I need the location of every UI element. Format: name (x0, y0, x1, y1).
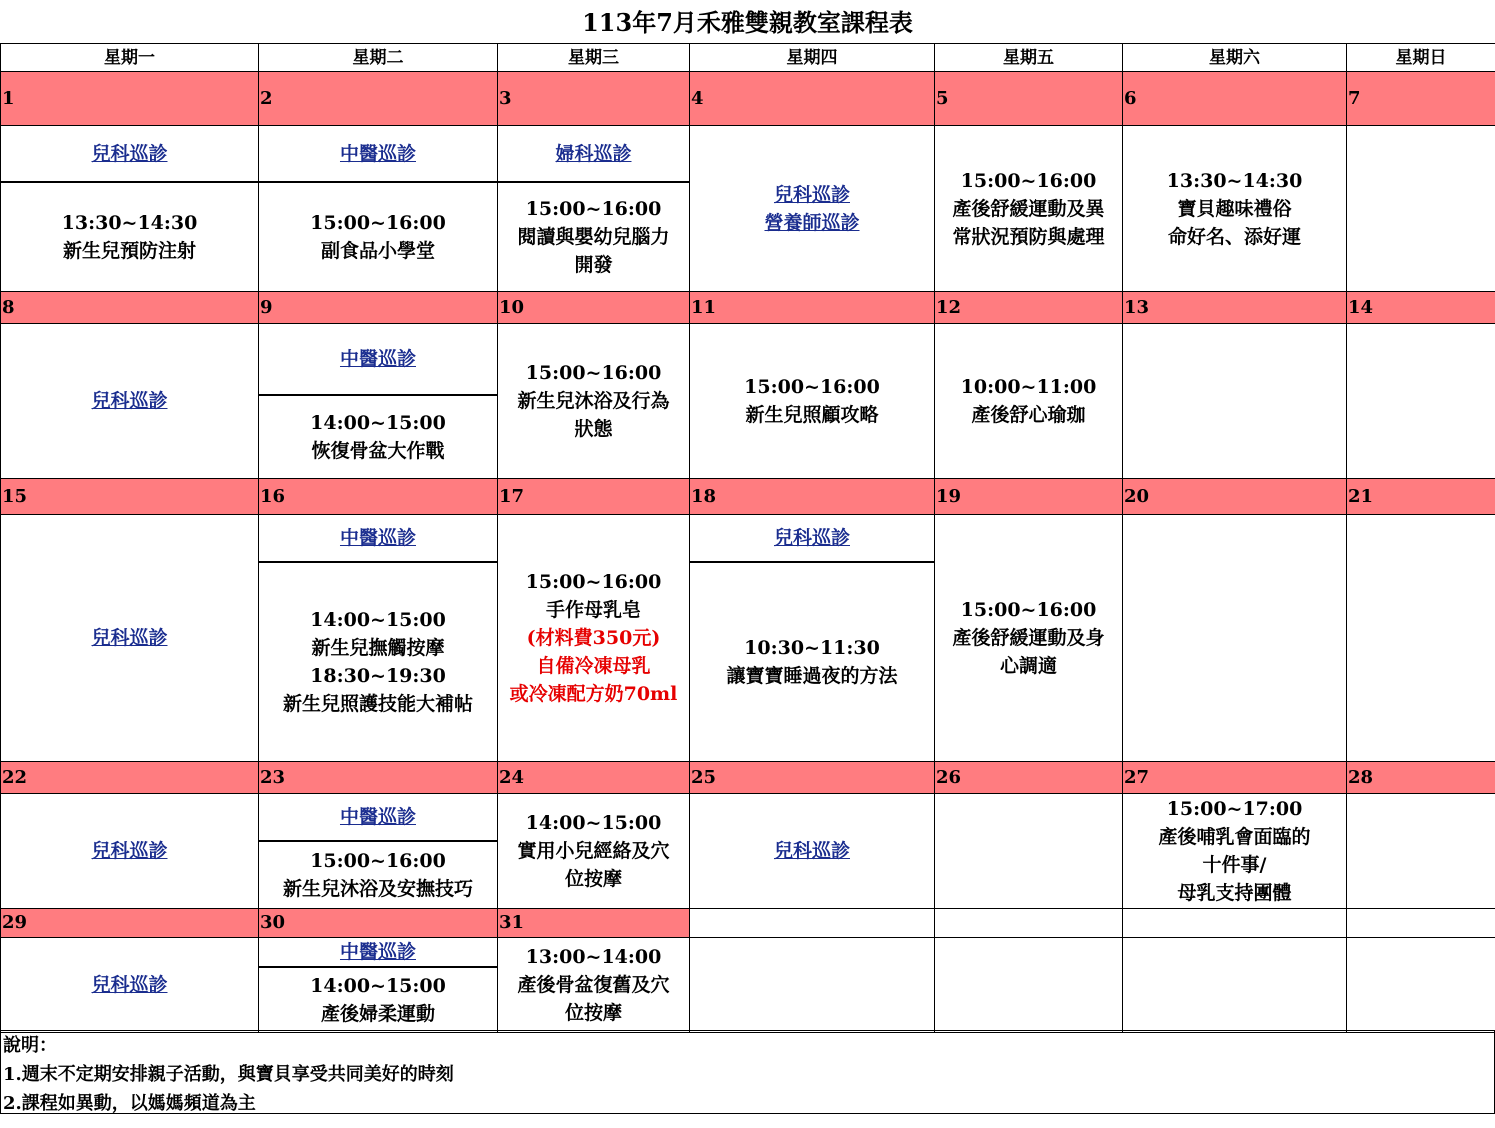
date-cell (1123, 909, 1347, 938)
course-row (1, 938, 1495, 1033)
course-text: 副食品小學堂 (320, 240, 435, 262)
course-info (1, 837, 258, 865)
date-cell: 1 (1, 72, 259, 126)
date-cell: 6 (1123, 72, 1347, 126)
course-text: 產後婦柔運動 (320, 1003, 435, 1025)
date-cell: 23 (259, 762, 498, 794)
day-cell (1347, 515, 1495, 762)
clinic-slot (259, 794, 497, 842)
clinic-link[interactable]: 婦科巡診 (555, 142, 632, 165)
weekday-header: 星期一 (1, 44, 259, 72)
course-text: 常狀況預防與處理 (952, 225, 1105, 248)
course-row (1, 794, 1495, 909)
course-info (498, 943, 689, 1027)
day-cell (259, 794, 498, 909)
weekday-header: 星期日 (1347, 44, 1495, 72)
date-cell: 27 (1123, 762, 1347, 794)
day-cell (935, 938, 1123, 1033)
day-cell (1123, 938, 1347, 1033)
date-cell: 19 (935, 479, 1123, 515)
date-cell: 21 (1347, 479, 1495, 515)
day-cell (498, 794, 690, 909)
course-text: 產後舒心瑜珈 (971, 404, 1086, 426)
date-cell: 8 (1, 292, 259, 324)
course-info (935, 167, 1122, 251)
course-text: 產後舒緩運動及身 (952, 627, 1105, 649)
date-cell: 31 (498, 909, 690, 938)
day-cell (935, 126, 1123, 292)
date-cell: 2 (259, 72, 498, 126)
course-text: 十件事/ (1202, 854, 1267, 876)
day-cell (1347, 794, 1495, 909)
date-cell: 30 (259, 909, 498, 938)
day-cell (1123, 324, 1347, 479)
date-row (1, 72, 1495, 126)
date-cell: 20 (1123, 479, 1347, 515)
day-cell (259, 324, 498, 479)
course-text: 寶貝趣味禮俗 (1177, 197, 1292, 220)
split-cell (690, 515, 934, 761)
clinic-link[interactable]: 中醫巡診 (339, 142, 416, 165)
course-info (1, 971, 258, 999)
course-info (1123, 167, 1346, 251)
course-text: 14:00~15:00 (525, 812, 662, 834)
day-cell (690, 515, 935, 762)
split-cell (1, 126, 258, 291)
split-cell (259, 938, 497, 1032)
course-info (259, 183, 497, 291)
day-cell (1123, 126, 1347, 292)
date-cell: 22 (1, 762, 259, 794)
day-cell (498, 515, 690, 762)
date-row (1, 909, 1495, 938)
split-cell (259, 324, 497, 478)
course-text: 心調適 (999, 655, 1057, 677)
day-cell (498, 938, 690, 1033)
course-row (1, 324, 1495, 479)
notes-item: 2.課程如異動，以媽媽頻道為主 (3, 1093, 256, 1114)
day-cell (1, 324, 259, 479)
course-text: 14:00~15:00 (310, 412, 446, 434)
course-info (935, 373, 1122, 429)
date-cell: 7 (1347, 72, 1495, 126)
course-text: 新生兒沐浴及行為 (517, 390, 670, 412)
split-cell (498, 126, 689, 291)
course-text: 命好名、添好運 (1167, 225, 1301, 248)
date-cell: 16 (259, 479, 498, 515)
day-cell (498, 324, 690, 479)
day-cell (1123, 515, 1347, 762)
day-cell (690, 794, 935, 909)
date-cell: 24 (498, 762, 690, 794)
date-cell: 3 (498, 72, 690, 126)
course-info (690, 837, 934, 865)
notes-box (0, 1030, 1495, 1114)
clinic-slot (259, 938, 497, 968)
course-text: 15:00~16:00 (525, 362, 662, 384)
course-text: 14:00~15:00 (310, 609, 446, 631)
course-text: 新生兒照護技能大補帖 (282, 693, 473, 715)
course-info (259, 842, 497, 908)
date-row (1, 762, 1495, 794)
clinic-slot (259, 126, 497, 183)
day-cell (690, 126, 935, 292)
course-note: 自備冷凍母乳 (536, 655, 651, 677)
course-text: 10:00~11:00 (960, 376, 1097, 398)
date-cell: 11 (690, 292, 935, 324)
weekday-header-row (1, 44, 1495, 72)
course-text: 15:00~16:00 (744, 376, 880, 398)
clinic-link[interactable]: 中醫巡診 (339, 527, 416, 549)
clinic-slot (259, 324, 497, 396)
course-text: 10:30~11:30 (744, 637, 880, 659)
course-info (1, 387, 258, 415)
clinic-link[interactable]: 兒科巡診 (91, 840, 168, 862)
clinic-link[interactable]: 兒科巡診 (91, 974, 168, 996)
clinic-link[interactable]: 中醫巡診 (339, 806, 416, 828)
split-cell (259, 126, 497, 291)
clinic-link[interactable]: 中醫巡診 (339, 348, 416, 370)
course-text: 14:00~15:00 (310, 975, 446, 997)
weekday-header: 星期四 (690, 44, 935, 72)
course-text: 位按摩 (564, 868, 622, 890)
day-cell (935, 324, 1123, 479)
date-cell: 17 (498, 479, 690, 515)
course-text: 新生兒照顧攻略 (745, 404, 879, 426)
course-text: 狀態 (574, 418, 613, 440)
course-note: (材料費350元) (526, 627, 661, 649)
date-cell (935, 909, 1123, 938)
course-info (690, 563, 934, 761)
day-cell (690, 324, 935, 479)
course-info (498, 568, 689, 708)
course-info (498, 359, 689, 443)
clinic-link[interactable]: 中醫巡診 (339, 941, 416, 963)
date-cell: 26 (935, 762, 1123, 794)
course-text: 母乳支持團體 (1177, 882, 1292, 904)
date-cell: 9 (259, 292, 498, 324)
course-text: 產後骨盆復舊及穴 (517, 974, 670, 996)
course-info (259, 396, 497, 478)
day-cell (1347, 324, 1495, 479)
course-text: 手作母乳皂 (545, 599, 641, 621)
course-text: 15:00~16:00 (310, 850, 446, 872)
day-cell (1347, 938, 1495, 1033)
clinic-slot (498, 126, 689, 183)
day-cell (259, 126, 498, 292)
page-title: 113年7月禾雅雙親教室課程表 (582, 8, 913, 37)
day-cell (259, 515, 498, 762)
course-text: 閱讀與嬰幼兒腦力 (517, 226, 670, 248)
clinic-slot (690, 515, 934, 563)
course-info (690, 373, 934, 429)
date-cell: 28 (1347, 762, 1495, 794)
course-info (690, 181, 934, 237)
date-cell: 14 (1347, 292, 1495, 324)
course-info (498, 183, 689, 291)
split-cell (259, 794, 497, 908)
day-cell (1347, 126, 1495, 292)
course-note: 或冷凍配方奶70ml (509, 683, 678, 705)
course-text: 15:00~17:00 (1166, 798, 1303, 820)
course-info (259, 968, 497, 1032)
date-cell (1347, 909, 1495, 938)
notes-heading: 說明： (3, 1035, 57, 1056)
course-text: 位按摩 (564, 1002, 622, 1024)
day-cell (1, 515, 259, 762)
course-info (1, 624, 258, 652)
course-row (1, 515, 1495, 762)
course-row (1, 126, 1495, 292)
course-text: 產後哺乳會面臨的 (1158, 826, 1311, 848)
date-cell: 10 (498, 292, 690, 324)
course-info (935, 596, 1122, 680)
course-info (1, 183, 258, 291)
course-info (498, 809, 689, 893)
course-text: 18:30~19:30 (310, 665, 446, 687)
course-text: 15:00~16:00 (525, 571, 662, 593)
day-cell (1, 938, 259, 1033)
course-text: 產後舒緩運動及異 (952, 197, 1105, 220)
course-text: 實用小兒經絡及穴 (517, 840, 670, 862)
day-cell (935, 794, 1123, 909)
date-cell: 25 (690, 762, 935, 794)
weekday-header: 星期二 (259, 44, 498, 72)
clinic-slot (1, 126, 258, 183)
course-info (1123, 795, 1346, 907)
clinic-link[interactable]: 兒科巡診 (91, 627, 168, 649)
split-cell (259, 515, 497, 761)
day-cell (498, 126, 690, 292)
course-text: 13:30~14:30 (61, 212, 198, 234)
date-cell: 12 (935, 292, 1123, 324)
course-text: 新生兒預防注射 (62, 240, 196, 262)
course-text: 恢復骨盆大作戰 (311, 440, 445, 462)
notes-item: 1.週末不定期安排親子活動，與寶貝享受共同美好的時刻 (3, 1064, 454, 1085)
course-text: 15:00~16:00 (960, 599, 1097, 621)
day-cell (690, 938, 935, 1033)
course-text: 15:00~16:00 (525, 198, 662, 220)
clinic-link[interactable]: 兒科巡診 (773, 183, 850, 206)
weekday-header: 星期五 (935, 44, 1123, 72)
course-info (259, 563, 497, 761)
course-text: 新生兒沐浴及安撫技巧 (282, 878, 473, 900)
date-cell: 4 (690, 72, 935, 126)
clinic-link[interactable]: 營養師巡診 (764, 211, 860, 234)
date-cell: 13 (1123, 292, 1347, 324)
day-cell (1123, 794, 1347, 909)
clinic-link[interactable]: 兒科巡診 (91, 142, 168, 165)
date-cell: 29 (1, 909, 259, 938)
date-cell: 18 (690, 479, 935, 515)
course-text: 新生兒撫觸按摩 (311, 637, 445, 659)
clinic-link[interactable]: 兒科巡診 (91, 390, 168, 412)
day-cell (1, 126, 259, 292)
date-row (1, 292, 1495, 324)
calendar-table (0, 43, 1495, 1033)
course-text: 13:30~14:30 (1166, 169, 1303, 192)
day-cell (1, 794, 259, 909)
date-row (1, 479, 1495, 515)
course-text: 讓寶寶睡過夜的方法 (726, 665, 898, 687)
weekday-header: 星期三 (498, 44, 690, 72)
date-cell: 5 (935, 72, 1123, 126)
day-cell (259, 938, 498, 1033)
date-cell: 15 (1, 479, 259, 515)
course-text: 15:00~16:00 (960, 169, 1097, 192)
weekday-header: 星期六 (1123, 44, 1347, 72)
course-text: 15:00~16:00 (310, 212, 446, 234)
date-cell (690, 909, 935, 938)
course-text: 開發 (574, 254, 613, 276)
course-text: 13:00~14:00 (525, 946, 662, 968)
clinic-link[interactable]: 兒科巡診 (773, 840, 850, 862)
clinic-slot (259, 515, 497, 563)
clinic-link[interactable]: 兒科巡診 (773, 527, 850, 549)
day-cell (935, 515, 1123, 762)
